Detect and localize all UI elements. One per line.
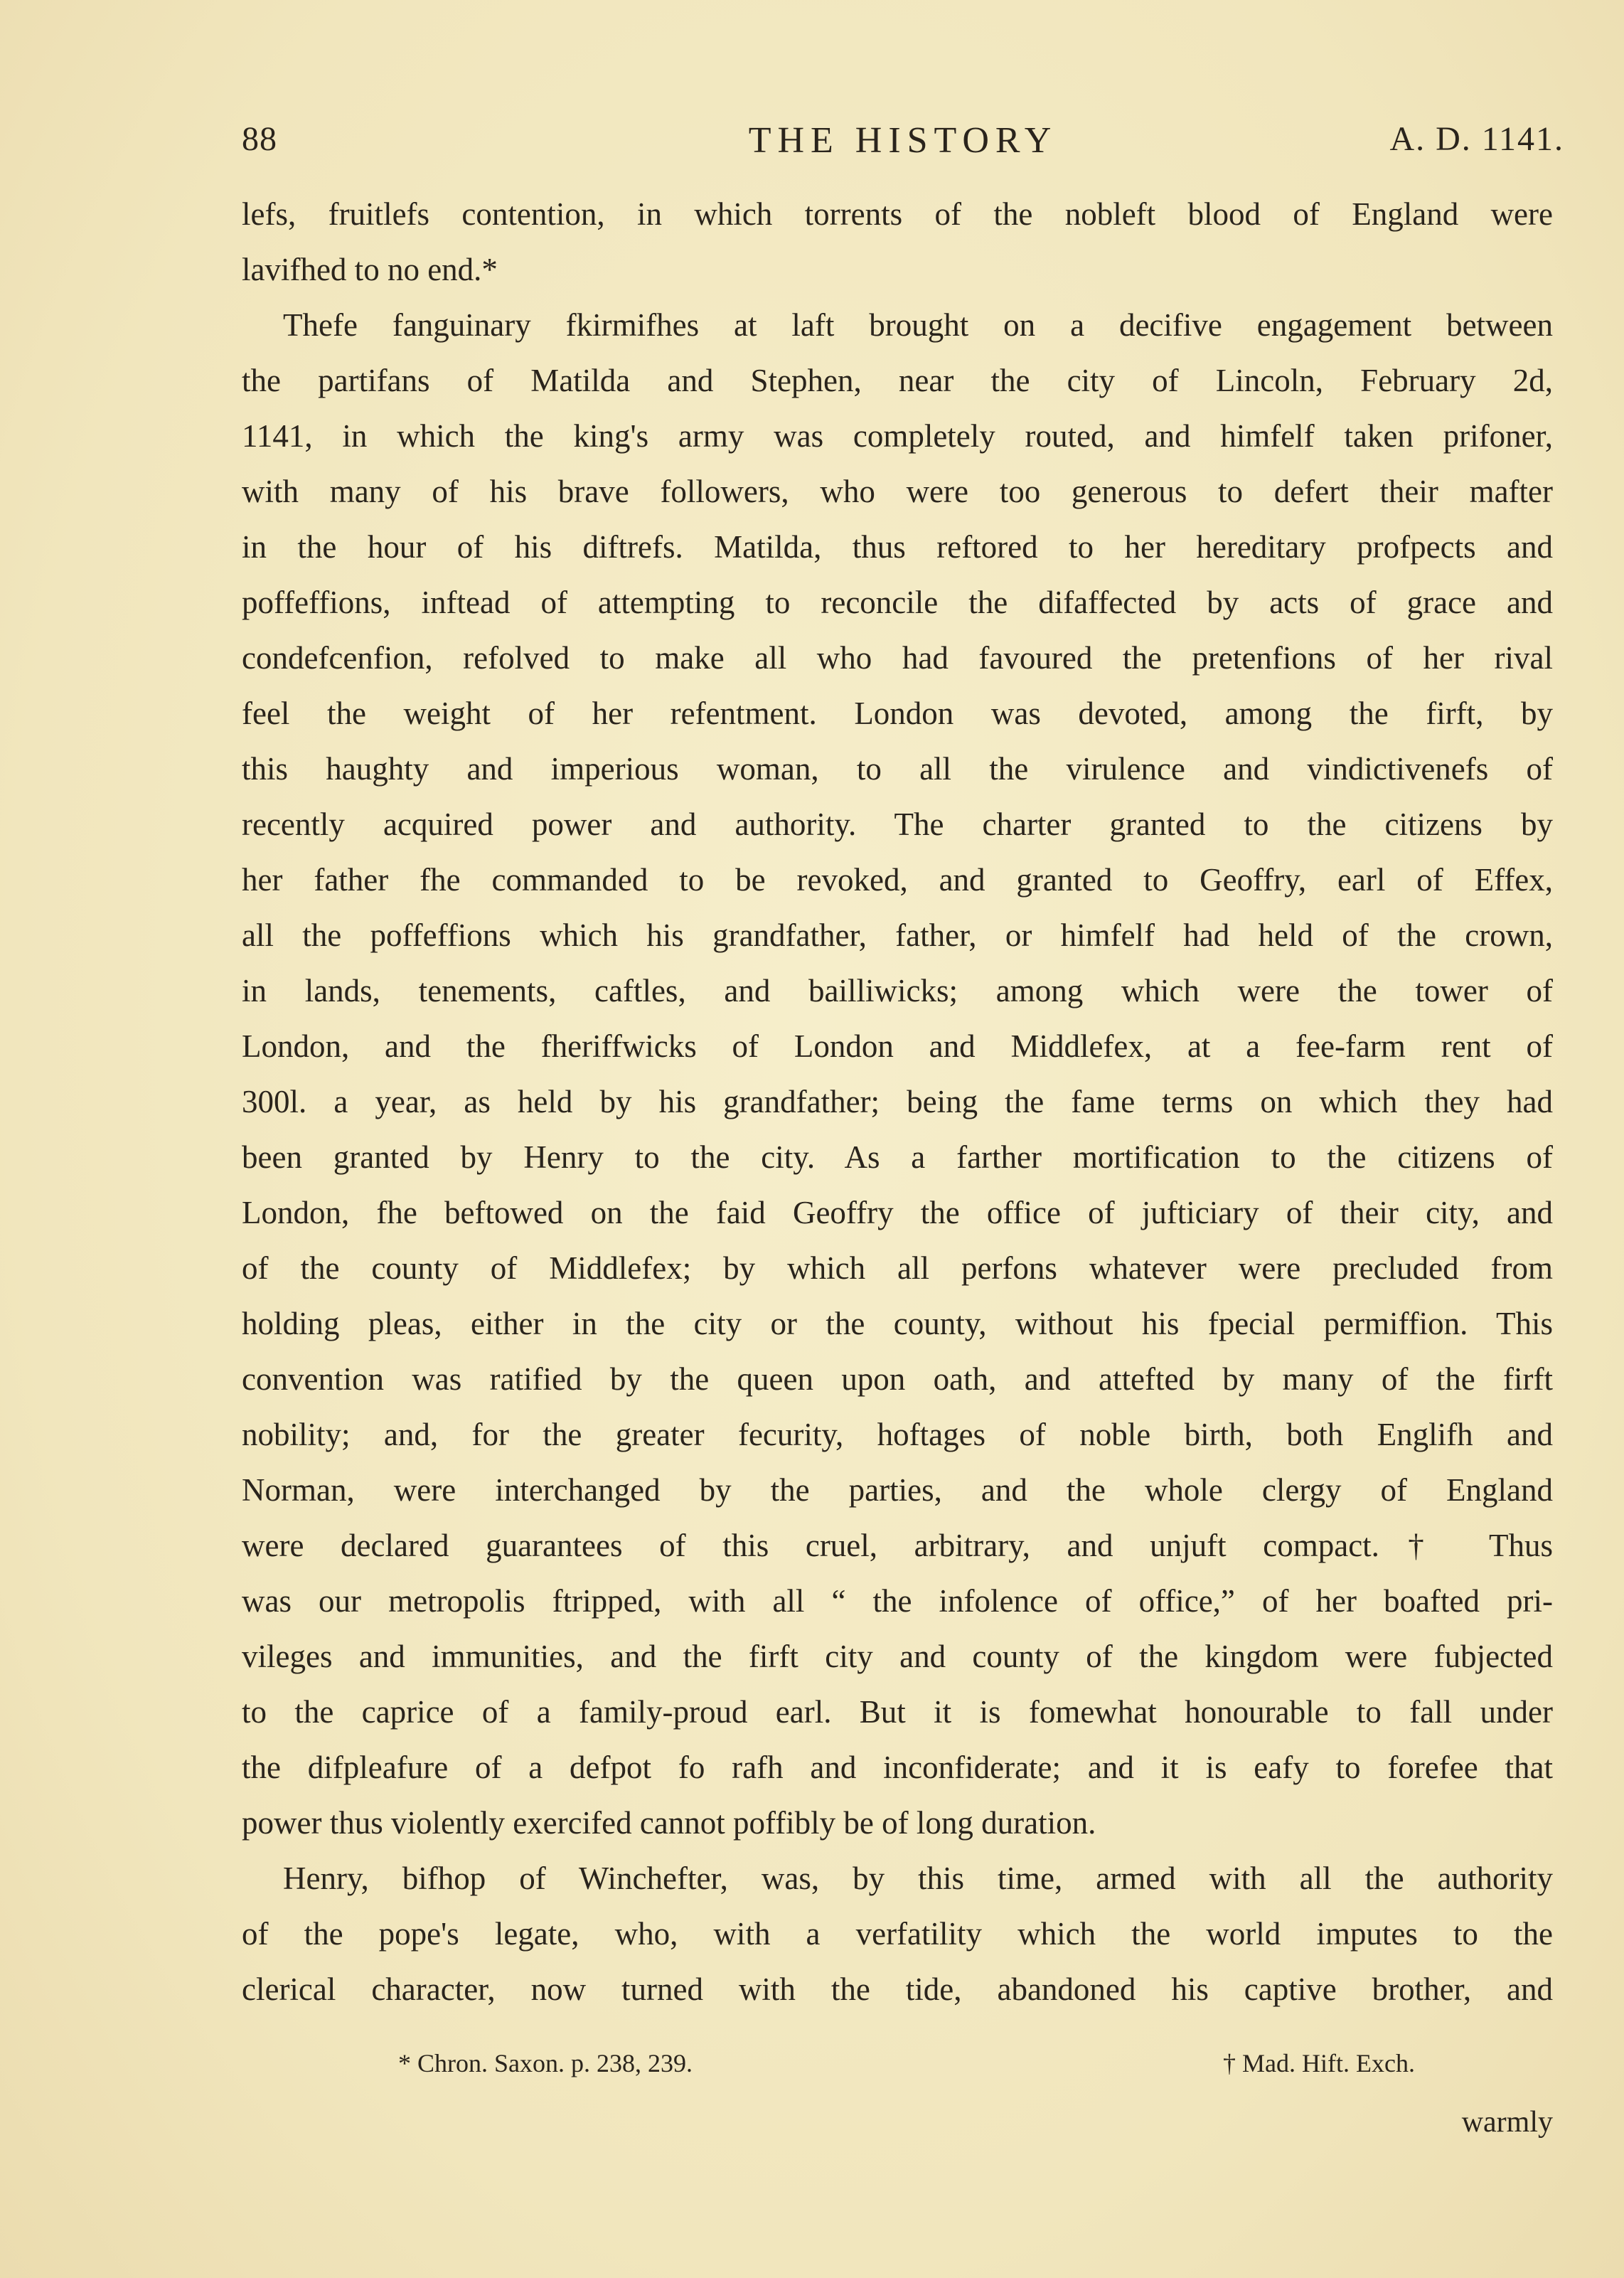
- page-header: [242, 119, 1564, 169]
- text-line: this haughty and imperious woman, to all the virulence and vindictivenefs of: [242, 751, 1553, 787]
- text-line: the difpleafure of a defpot fo rafh and inconfiderate; and it is eafy to forefee that: [242, 1750, 1553, 1785]
- text-line: power thus violently exercifed cannot poffibly be of long duration.: [242, 1805, 1096, 1841]
- text-line: to the caprice of a family-proud earl. But it is fomewhat honourable to fall under: [242, 1694, 1553, 1730]
- text-line: holding pleas, either in the city or the county, without his fpecial permiffion. This: [242, 1306, 1553, 1341]
- text-line: 1141, in which the king's army was completely routed, and himfelf taken prifoner,: [242, 418, 1553, 454]
- footnotes: [398, 2048, 1415, 2091]
- text-line: were declared guarantees of this cruel, arbitrary, and unjuft compact.† Thus: [242, 1528, 1553, 1563]
- text-line: poffeffions, inftead of attempting to reconcile the difaffected by acts of grace and: [242, 585, 1553, 620]
- text-line: of the county of Middlefex; by which all perfons whatever were precluded from: [242, 1250, 1553, 1286]
- text-line: convention was ratified by the queen upon oath, and attefted by many of the firft: [242, 1361, 1553, 1397]
- text-line: was our metropolis ftripped, with all “ the infolence of office,” of her boafted pri-: [242, 1583, 1553, 1619]
- text-line: her father fhe commanded to be revoked, and granted to Geoffry, earl of Effex,: [242, 862, 1553, 898]
- footnote-mad-hist: † Mad. Hift. Exch.: [1223, 2049, 1415, 2077]
- text-line: lavifhed to no end.*: [242, 252, 498, 287]
- text-line: London, and the fheriffwicks of London and Middlefex, at a fee-farm rent of: [242, 1028, 1553, 1064]
- text-line: in the hour of his diftrefs. Matilda, thus reftored to her hereditary profpects and: [242, 529, 1553, 565]
- catchword: warmly: [1461, 2106, 1553, 2139]
- text-line: condefcenfion, refolved to make all who had favoured the pretenfions of her rival: [242, 640, 1553, 676]
- body-text: [242, 186, 1553, 2017]
- text-line: all the poffeffions which his grandfather, father, or himfelf had held of the crown,: [242, 917, 1553, 953]
- text-line: nobility; and, for the greater fecurity, hoftages of noble birth, both Englifh and: [242, 1417, 1553, 1452]
- page-number: 88: [242, 120, 277, 158]
- text-line: London, fhe beftowed on the faid Geoffry the office of jufticiary of their city, and: [242, 1195, 1553, 1230]
- text-line: of the pope's legate, who, with a verfatility which the world imputes to the: [242, 1916, 1553, 1952]
- text-line: vileges and immunities, and the firft city and county of the kingdom were fubjected: [242, 1639, 1553, 1674]
- text-line: Thefe fanguinary fkirmifhes at laft brought on a decifive engagement between: [283, 307, 1553, 343]
- text-line: 300l. a year, as held by his grandfather; being the fame terms on which they had: [242, 1084, 1553, 1119]
- text-line: Henry, bifhop of Winchefter, was, by this time, armed with all the authority: [283, 1861, 1553, 1896]
- text-line: the partifans of Matilda and Stephen, near the city of Lincoln, February 2d,: [242, 363, 1553, 398]
- text-line: lefs, fruitlefs contention, in which torrents of the nobleft blood of England were: [242, 196, 1553, 232]
- text-line: recently acquired power and authority. The charter granted to the citizens by: [242, 807, 1553, 842]
- text-line: with many of his brave followers, who were too generous to defert their mafter: [242, 474, 1553, 509]
- text-line: Norman, were interchanged by the parties, and the whole clergy of England: [242, 1472, 1553, 1508]
- text-line: been granted by Henry to the city. As a farther mortification to the citizens of: [242, 1139, 1553, 1175]
- year-marker: A. D. 1141.: [1389, 120, 1564, 158]
- text-line: feel the weight of her refentment. London was devoted, among the firft, by: [242, 696, 1553, 731]
- text-line: clerical character, now turned with the tide, abandoned his captive brother, and: [242, 1971, 1553, 2007]
- running-title: THE HISTORY: [748, 120, 1058, 161]
- text-line: in lands, tenements, caftles, and bailliwicks; among which were the tower of: [242, 973, 1553, 1008]
- footnote-chron-saxon: * Chron. Saxon. p. 238, 239.: [398, 2049, 693, 2077]
